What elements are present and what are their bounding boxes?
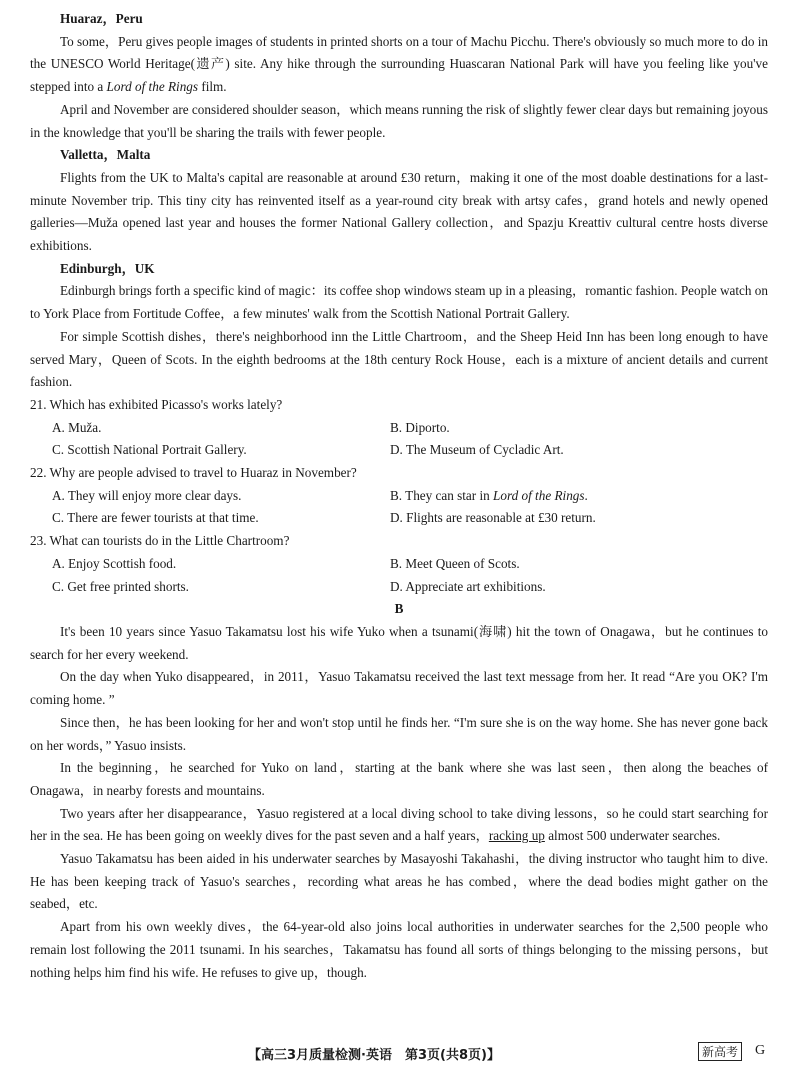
option-22-b: B. They can star in Lord of the Rings. xyxy=(390,487,588,503)
section-b-paragraph-7: Apart from his own weekly dives，the 64-year-old also joins local authorities in underwater searches for the 2,500 people who remain lost following the 2011 tsunami. In his searches，Takamatsu has found all sorts of things belonging to the missing persons，but nothing helps him find his wife. He refuses to give up，though. xyxy=(30,919,768,980)
question-22-options xyxy=(30,485,768,530)
question-23-stem: 23. What can tourists do in the Little Chartroom? xyxy=(30,533,290,549)
section-b-paragraph-1: It's been 10 years since Yasuo Takamatsu lost his wife Yuko when a tsunami(海啸) hit the town of Onagawa，but he continues to search for her every weekend. xyxy=(30,623,768,662)
valletta-heading: Valletta，Malta xyxy=(60,147,151,163)
underlined-phrase: racking up xyxy=(488,828,545,844)
option-23-a: A. Enjoy Scottish food. xyxy=(52,555,177,571)
section-b-paragraph-5: Two years after her disappearance，Yasuo registered at a local diving school to take diving lessons，so he could start searching for her in the sea. He has been going on weekly dives for the past seven and a half years，racking up almost 500 underwater searches. xyxy=(30,805,768,844)
huaraz-heading: Huaraz，Peru xyxy=(60,11,143,26)
huaraz-paragraph-2: April and November are considered shoulder season，which means running the risk of slightly fewer clear days but remaining joyous in the knowledge that you'll be sharing the trails with fewer people. xyxy=(30,101,768,140)
valletta-paragraph-1: Flights from the UK to Malta's capital are reasonable at around £30 return，making it one of the most doable destinations for a last-minute November trip. This tiny city has reinvented itself as a year-round city break with artsy cafes，grand hotels and newly opened galleries—Muža opened last year and houses the former National Gallery collection，and Spazju Kreattiv cultural centre hosts diverse exhibitions. xyxy=(30,169,768,254)
film-title: Lord of the Rings xyxy=(106,79,199,95)
footer-brand-badge: 新高考 xyxy=(698,1042,742,1061)
option-23-b: B. Meet Queen of Scots. xyxy=(390,555,520,571)
question-22-stem: 22. Why are people advised to travel to Huaraz in November? xyxy=(30,465,357,481)
section-b-paragraph-6: Yasuo Takamatsu has been aided in his underwater searches by Masayoshi Takahashi，the diving instructor who taught him to dive. He has been keeping track of Yasuo's searches，recording what areas he has combed，where the dead bodies might gather on the seabed，etc. xyxy=(30,851,768,912)
section-b-label: B xyxy=(394,601,404,617)
option-22-a: A. They will enjoy more clear days. xyxy=(52,487,242,503)
question-21-options xyxy=(30,417,768,462)
edinburgh-paragraph-1: Edinburgh brings forth a specific kind of magic：its coffee shop windows steam up in a pleasing，romantic fashion. People watch on to York Place from Fortitude Coffee，a few minutes' walk from the Scottish National Portrait Gallery. xyxy=(30,283,768,322)
option-23-d: D. Appreciate art exhibitions. xyxy=(390,578,546,594)
edinburgh-heading: Edinburgh，UK xyxy=(60,260,155,276)
huaraz-paragraph-1: To some，Peru gives people images of students in printed shorts on a tour of Machu Picchu. There's obviously so much more to do in the UNESCO World Heritage(遗产) site. Any hike through the surrounding Huascaran National Park will have you feeling like you've stepped into a Lord of the Rings film. xyxy=(30,33,768,95)
section-b-paragraph-3: Since then，he has been looking for her and won't stop until he finds her. “I'm sure she is on the way home. She has never gone back on her words，” Yasuo insists. xyxy=(30,714,768,753)
section-b-paragraph-4: In the beginning，he searched for Yuko on land，starting at the bank where she was last seen，then along the beaches of Onagawa，in nearby forests and mountains. xyxy=(30,760,768,798)
question-23-options xyxy=(30,553,768,598)
footer-version-letter: G xyxy=(755,1043,766,1058)
option-21-b: B. Diporto. xyxy=(390,419,450,435)
option-23-c: C. Get free printed shorts. xyxy=(52,578,189,594)
option-22-d: D. Flights are reasonable at £30 return. xyxy=(390,510,596,526)
question-21-stem: 21. Which has exhibited Picasso's works lately? xyxy=(30,396,283,412)
edinburgh-paragraph-2: For simple Scottish dishes，there's neighborhood inn the Little Chartroom，and the Sheep Heid Inn has been long enough to have served Mary，Queen of Scots. In the eighth bedrooms at the 18th century Rock House，each is a mixture of ancient details and current fashion. xyxy=(30,328,768,390)
option-21-c: C. Scottish National Portrait Gallery. xyxy=(52,442,247,458)
exam-page xyxy=(30,8,768,984)
option-21-d: D. The Museum of Cycladic Art. xyxy=(390,442,564,458)
option-22-c: C. There are fewer tourists at that time. xyxy=(52,510,259,526)
page-footer xyxy=(0,1044,794,1062)
option-21-a: A. Muža. xyxy=(52,419,102,435)
footer-page-info: 【高三3月质量检测·英语 第3页(共8页)】 xyxy=(248,1048,500,1063)
section-b-paragraph-2: On the day when Yuko disappeared，in 2011，Yasuo Takamatsu received the last text message from her. It read “Are you OK? I'm coming home. ” xyxy=(30,669,768,708)
